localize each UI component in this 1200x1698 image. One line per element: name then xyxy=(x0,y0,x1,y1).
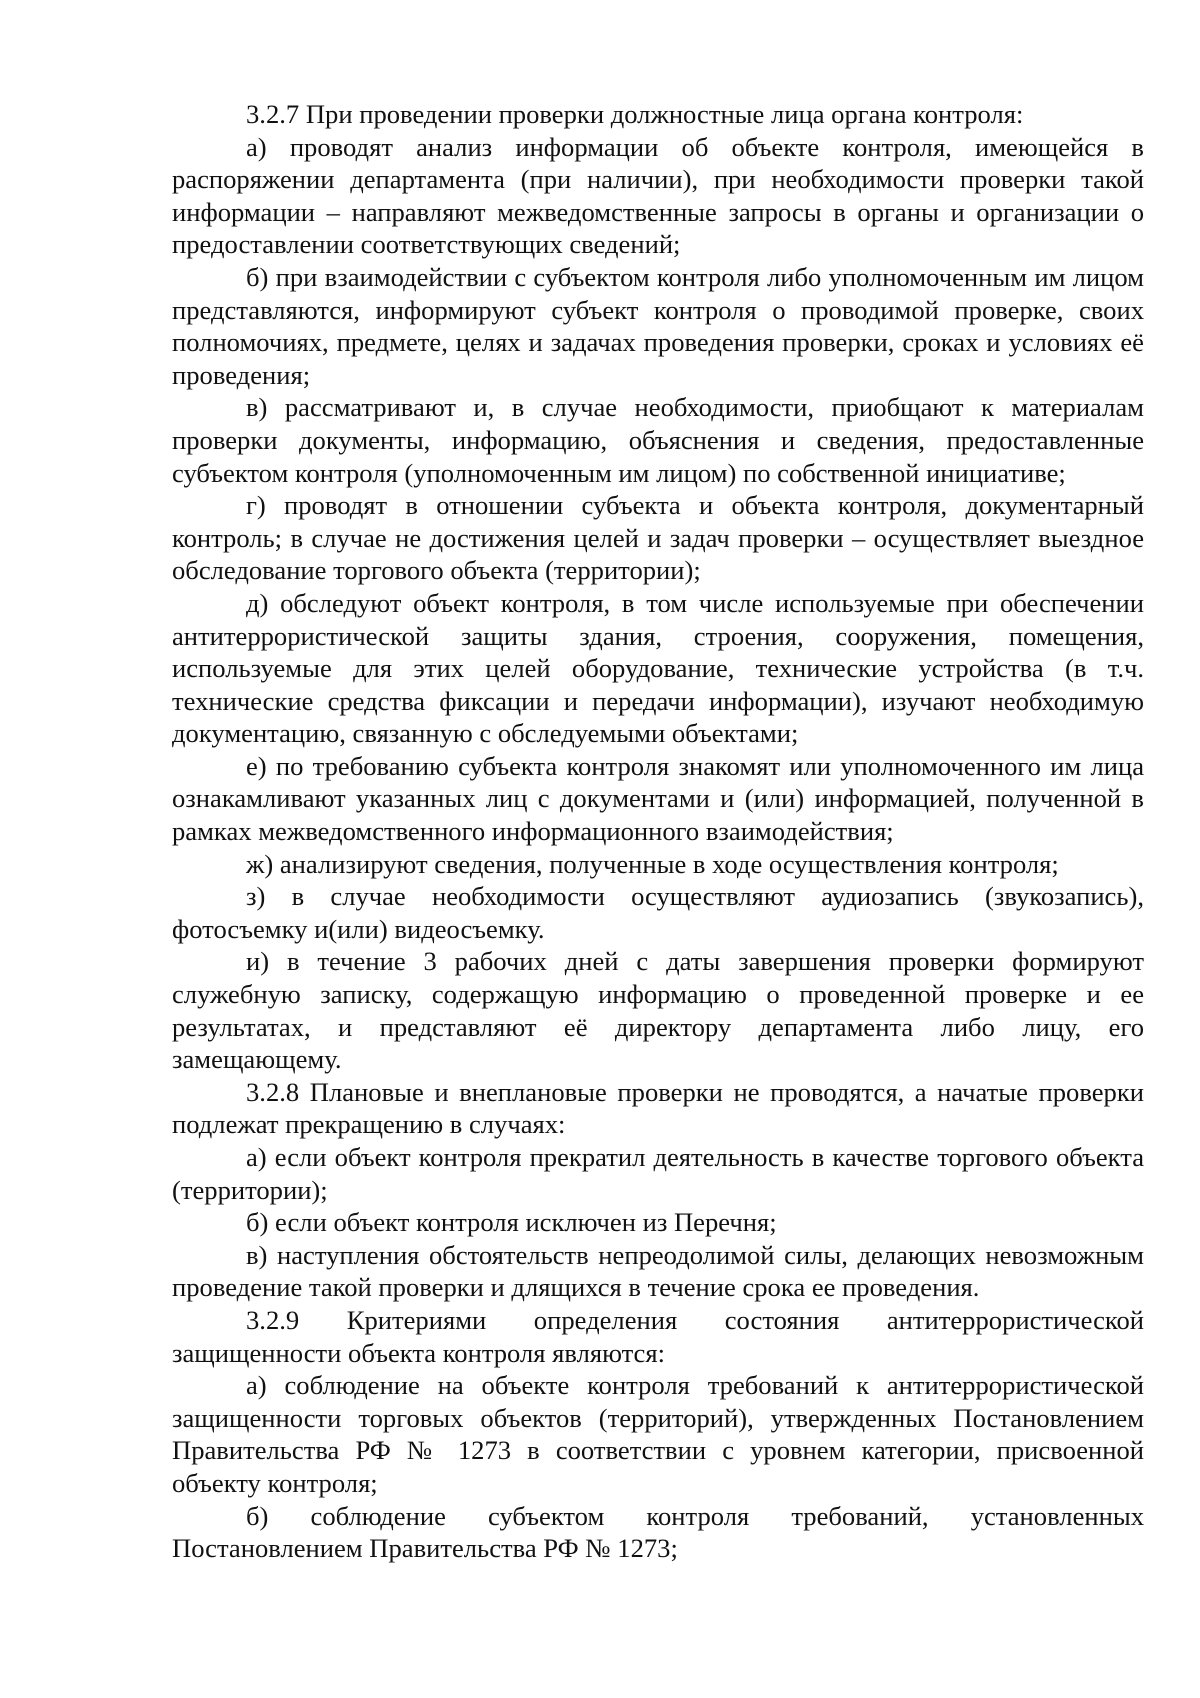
paragraph-3-2-7-g: г) проводят в отношении субъекта и объекта контроля, документарный контроль; в случае не достижения целей и задач проверки – осуществляет выездное обследование торгового объекта (территории); xyxy=(172,490,1144,586)
paragraph-3-2-8-v: в) наступления обстоятельств непреодолимой силы, делающих невозможным проведение такой проверки и длящихся в течение срока ее проведения. xyxy=(172,1239,1144,1303)
paragraph-3-2-7-d: д) обследуют объект контроля, в том числе используемые при обеспечении антитеррористической защиты здания, строения, сооружения, помещения, используемые для этих целей оборудование, технические устройства (в т.ч. технические средства фиксации и передачи информации), изучают необходимую документацию, связанную с обследуемыми объектами; xyxy=(172,587,1144,749)
paragraph-3-2-9-a: а) соблюдение на объекте контроля требований к антитеррористической защищенности торговых объектов (территорий), утвержденных Постановлением Правительства РФ № 1273 в соответствии с уровнем категории, присвоенной объекту контроля; xyxy=(172,1370,1144,1498)
paragraph-3-2-7-v: в) рассматривают и, в случае необходимости, приобщают к материалам проверки документы, информацию, объяснения и сведения, предоставленные субъектом контроля (уполномоченным им лицом) по собственной инициативе; xyxy=(172,392,1144,488)
paragraph-3-2-7: 3.2.7 При проведении проверки должностные лица органа контроля: xyxy=(246,99,1024,129)
paragraph-3-2-7-b: б) при взаимодействии с субъектом контроля либо уполномоченным им лицом представляются, информируют субъект контроля о проводимой проверке, своих полномочиях, предмете, целях и задачах проведения проверки, сроках и условиях её проведения; xyxy=(172,261,1144,390)
paragraph-3-2-8-b: б) если объект контроля исключен из Перечня; xyxy=(246,1207,777,1238)
paragraph-3-2-7-a: а) проводят анализ информации об объекте контроля, имеющейся в распоряжении департамента (при наличии), при необходимости проверки такой информации – направляют межведомственные запросы в органы и организации о предоставлении соответствующих сведений; xyxy=(172,131,1144,260)
paragraph-3-2-9: 3.2.9 Критериями определения состояния антитеррористической защищенности объекта контроля являются: xyxy=(172,1304,1144,1368)
paragraph-3-2-7-e: е) по требованию субъекта контроля знакомят или уполномоченного им лица ознакамливают указанных лиц с документами и (или) информацией, полученной в рамках межведомственного информационного взаимодействия; xyxy=(172,750,1144,847)
paragraph-3-2-8-a: а) если объект контроля прекратил деятельность в качестве торгового объекта (территории); xyxy=(172,1142,1144,1205)
paragraph-3-2-8: 3.2.8 Плановые и внеплановые проверки не проводятся, а начатые проверки подлежат прекращению в случаях: xyxy=(172,1076,1144,1140)
paragraph-3-2-7-i: и) в течение 3 рабочих дней с даты завершения проверки формируют служебную записку, содержащую информацию о проведенной проверке и ее результатах, и представляют её директору департамента либо лицу, его замещающему. xyxy=(172,946,1144,1075)
paragraph-3-2-7-z: з) в случае необходимости осуществляют аудиозапись (звукозапись), фотосъемку и(или) видеосъемку. xyxy=(172,881,1144,944)
paragraph-3-2-7-zh: ж) анализируют сведения, полученные в ходе осуществления контроля; xyxy=(246,848,1059,879)
document-body xyxy=(172,98,1144,1565)
paragraph-3-2-9-b: б) соблюдение субъектом контроля требований, установленных Постановлением Правительства РФ № 1273; xyxy=(172,1500,1144,1564)
